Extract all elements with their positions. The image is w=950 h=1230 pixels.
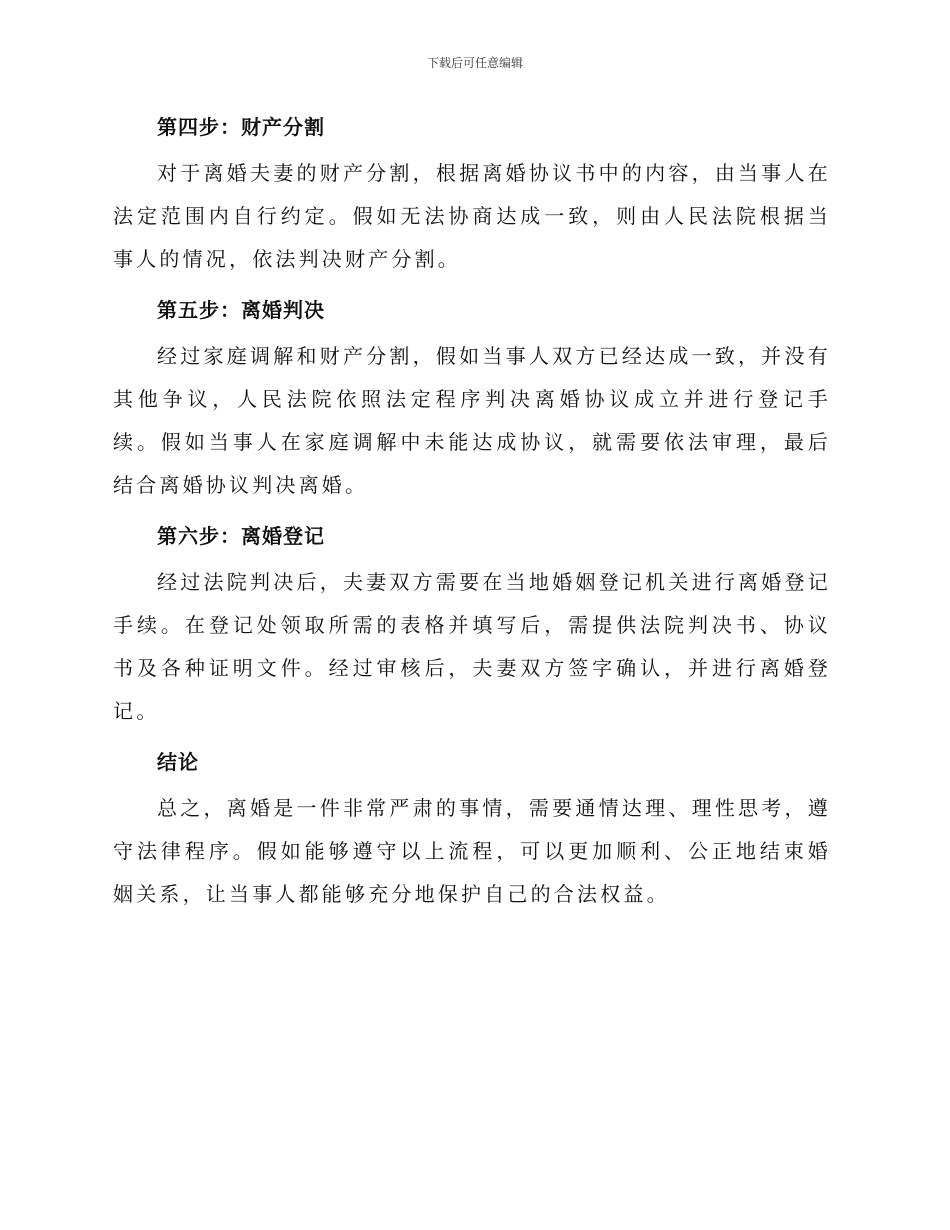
page-header-note: 下载后可任意编辑 [426, 56, 523, 70]
section-paragraph-step4: 对于离婚夫妻的财产分割，根据离婚协议书中的内容，由当事人在法定范围内自行约定。假如无法协商达成一致，则由人民法院根据当事人的情况，依法判决财产分割。 [113, 161, 831, 271]
section-paragraph-step5: 经过家庭调解和财产分割，假如当事人双方已经达成一致，并没有其他争议，人民法院依照法定程序判决离婚协议成立并进行登记手续。假如当事人在家庭调解中未能达成协议，就需要依法审理，最后结合离婚协议判决离婚。 [113, 344, 831, 497]
section-heading-step5: 第五步：离婚判决 [157, 298, 325, 322]
section-heading-conclusion: 结论 [157, 750, 199, 774]
section-heading-step4: 第四步：财产分割 [157, 115, 325, 139]
document-body [113, 108, 831, 926]
section-paragraph-step6: 经过法院判决后，夫妻双方需要在当地婚姻登记机关进行离婚登记手续。在登记处领取所需的表格并填写后，需提供法院判决书、协议书及各种证明文件。经过审核后，夫妻双方签字确认，并进行离婚登记。 [113, 570, 831, 723]
section-heading-step6: 第六步：离婚登记 [157, 524, 325, 548]
section-paragraph-conclusion: 总之，离婚是一件非常严肃的事情，需要通情达理、理性思考，遵守法律程序。假如能够遵守以上流程，可以更加顺利、公正地结束婚姻关系，让当事人都能够充分地保护自己的合法权益。 [113, 796, 831, 906]
